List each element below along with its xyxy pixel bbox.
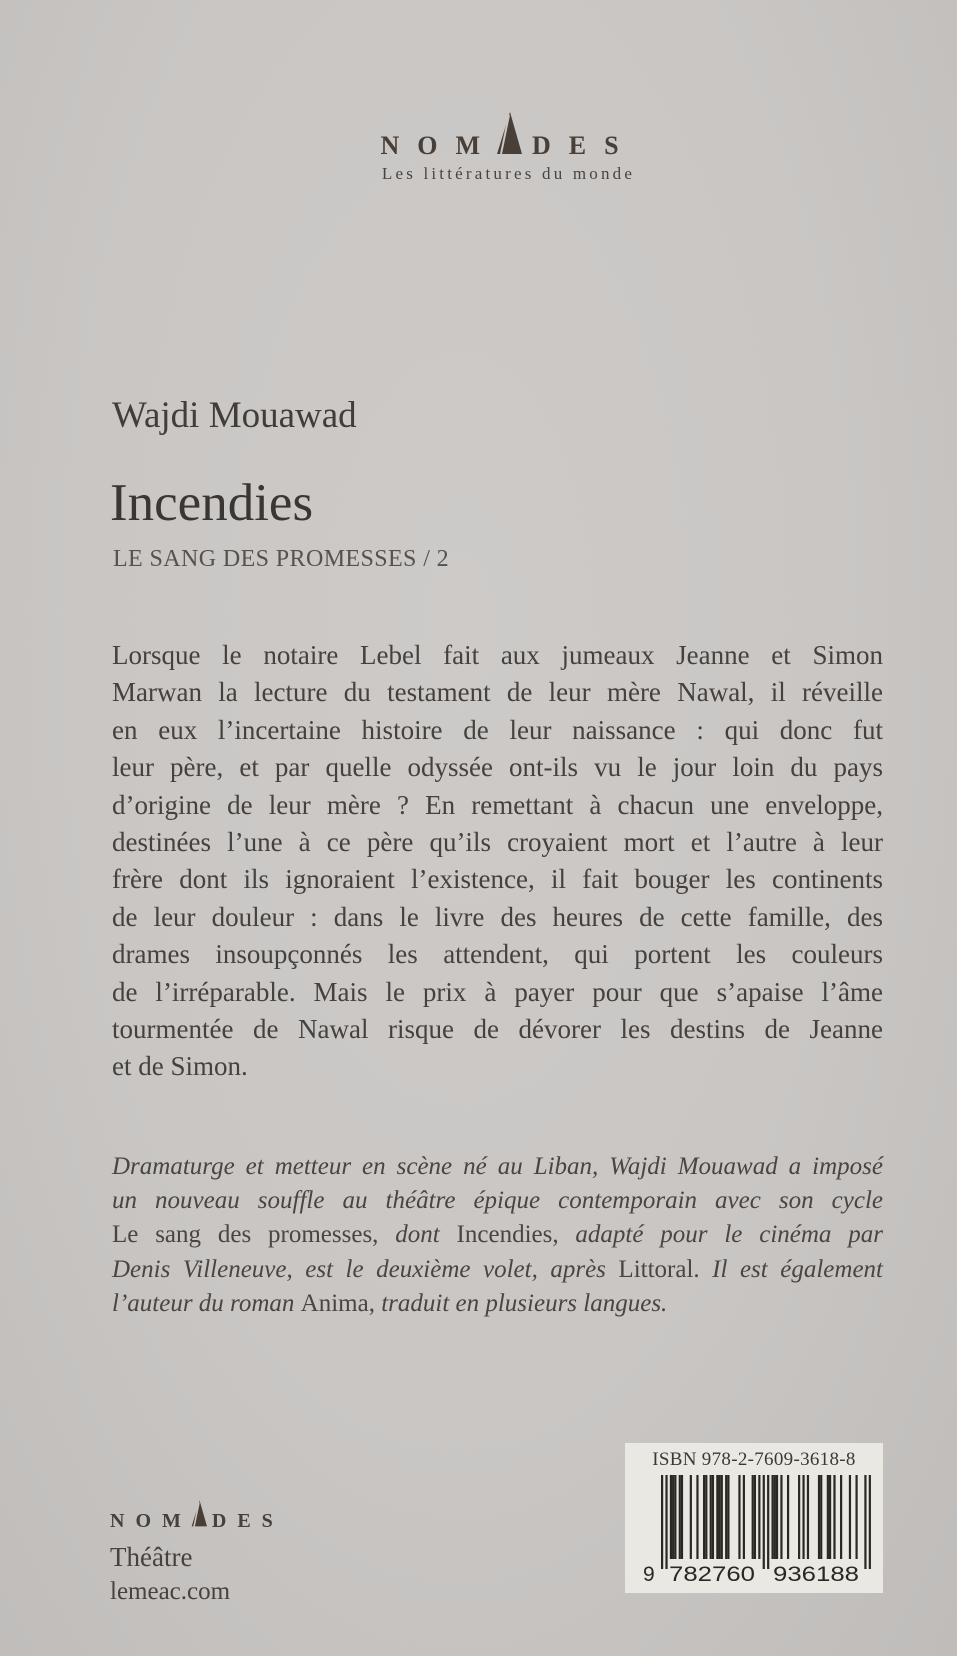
synopsis-line: tourmentée de Nawal risque de dévorer les destins de Jeanne — [112, 1014, 883, 1045]
synopsis-line: en eux l’incertaine histoire de leur naissance : qui donc fut — [112, 714, 883, 745]
barcode-bars — [661, 1475, 871, 1569]
bio-segment: Littoral. — [618, 1255, 713, 1283]
barcode-digits-right: 936188 — [773, 1563, 859, 1586]
barcode-digits-left: 782760 — [669, 1563, 755, 1586]
author-bio — [112, 1150, 883, 1321]
bio-segment: Le sang des promesses, — [112, 1221, 396, 1249]
logo-sail-triangle-icon — [496, 112, 522, 154]
publisher-logo — [30, 112, 957, 184]
footer-publisher-logo — [110, 1500, 284, 1531]
bio-line — [112, 1287, 883, 1321]
logo-text-right: DES — [211, 1510, 284, 1532]
bio-segment: Denis Villeneuve, est le deuxième volet, après — [112, 1255, 619, 1283]
bio-segment: l’auteur du roman — [112, 1289, 301, 1317]
bio-line — [112, 1184, 883, 1218]
bio-line — [112, 1150, 883, 1184]
logo-sail-triangle-icon — [191, 1500, 207, 1527]
barcode-box — [625, 1443, 883, 1593]
synopsis-line: frère dont ils ignoraient l’existence, il fait bouger les continents — [112, 864, 883, 895]
footer-publisher-block — [110, 1500, 284, 1606]
barcode-digit-first: 9 — [643, 1563, 655, 1586]
publisher-tagline: Les littératures du monde — [381, 164, 636, 183]
synopsis-line: d’origine de leur mère ? En remettant à chacun une enveloppe, — [112, 789, 883, 820]
series-title: LE SANG DES PROMESSES / 2 — [113, 546, 450, 572]
bio-line — [112, 1218, 883, 1252]
logo-text-right: DES — [531, 131, 637, 160]
synopsis-line: Marwan la lecture du testament de leur mère Nawal, il réveille — [112, 677, 883, 708]
synopsis — [112, 637, 883, 1086]
bio-segment: Anima, — [300, 1289, 382, 1317]
bio-segment: un nouveau souffle au théâtre épique contemporain avec son cycle — [112, 1187, 883, 1215]
bio-segment: traduit en plusieurs langues. — [381, 1289, 668, 1317]
author-name: Wajdi Mouawad — [112, 395, 357, 436]
synopsis-line: drames insoupçonnés les attendent, qui portent les couleurs — [112, 939, 883, 970]
book-title: Incendies — [110, 474, 314, 532]
genre-label: Théâtre — [110, 1542, 193, 1572]
synopsis-line: de leur douleur : dans le livre des heures de cette famille, des — [112, 901, 883, 932]
publisher-logo-wordmark — [380, 112, 636, 159]
bio-segment: Incendies, — [456, 1221, 576, 1249]
bio-segment: adapté pour le cinéma par — [575, 1221, 883, 1249]
bio-segment: dont — [395, 1221, 457, 1249]
ean13-barcode — [625, 1471, 883, 1593]
synopsis-line: Lorsque le notaire Lebel fait aux jumeaux Jeanne et Simon — [112, 640, 883, 670]
logo-text-left: NOM — [110, 1510, 192, 1532]
logo-text-left: NOM — [380, 131, 498, 160]
synopsis-line: destinées l’une à ce père qu’ils croyaient mort et l’autre à leur — [112, 827, 883, 858]
bio-line — [112, 1253, 883, 1287]
synopsis-line: et de Simon. — [112, 1051, 248, 1082]
isbn-label: ISBN 978-2-7609-3618-8 — [652, 1449, 856, 1470]
publisher-website: lemeac.com — [110, 1578, 231, 1605]
synopsis-line: leur père, et par quelle odyssée ont-ils vu le jour loin du pays — [112, 752, 883, 783]
bio-segment: Dramaturge et metteur en scène né au Liban, Wajdi Mouawad a imposé — [112, 1153, 883, 1180]
bio-segment: Il est également — [712, 1255, 883, 1283]
synopsis-line: de l’irréparable. Mais le prix à payer pour que s’apaise l’âme — [112, 976, 883, 1007]
